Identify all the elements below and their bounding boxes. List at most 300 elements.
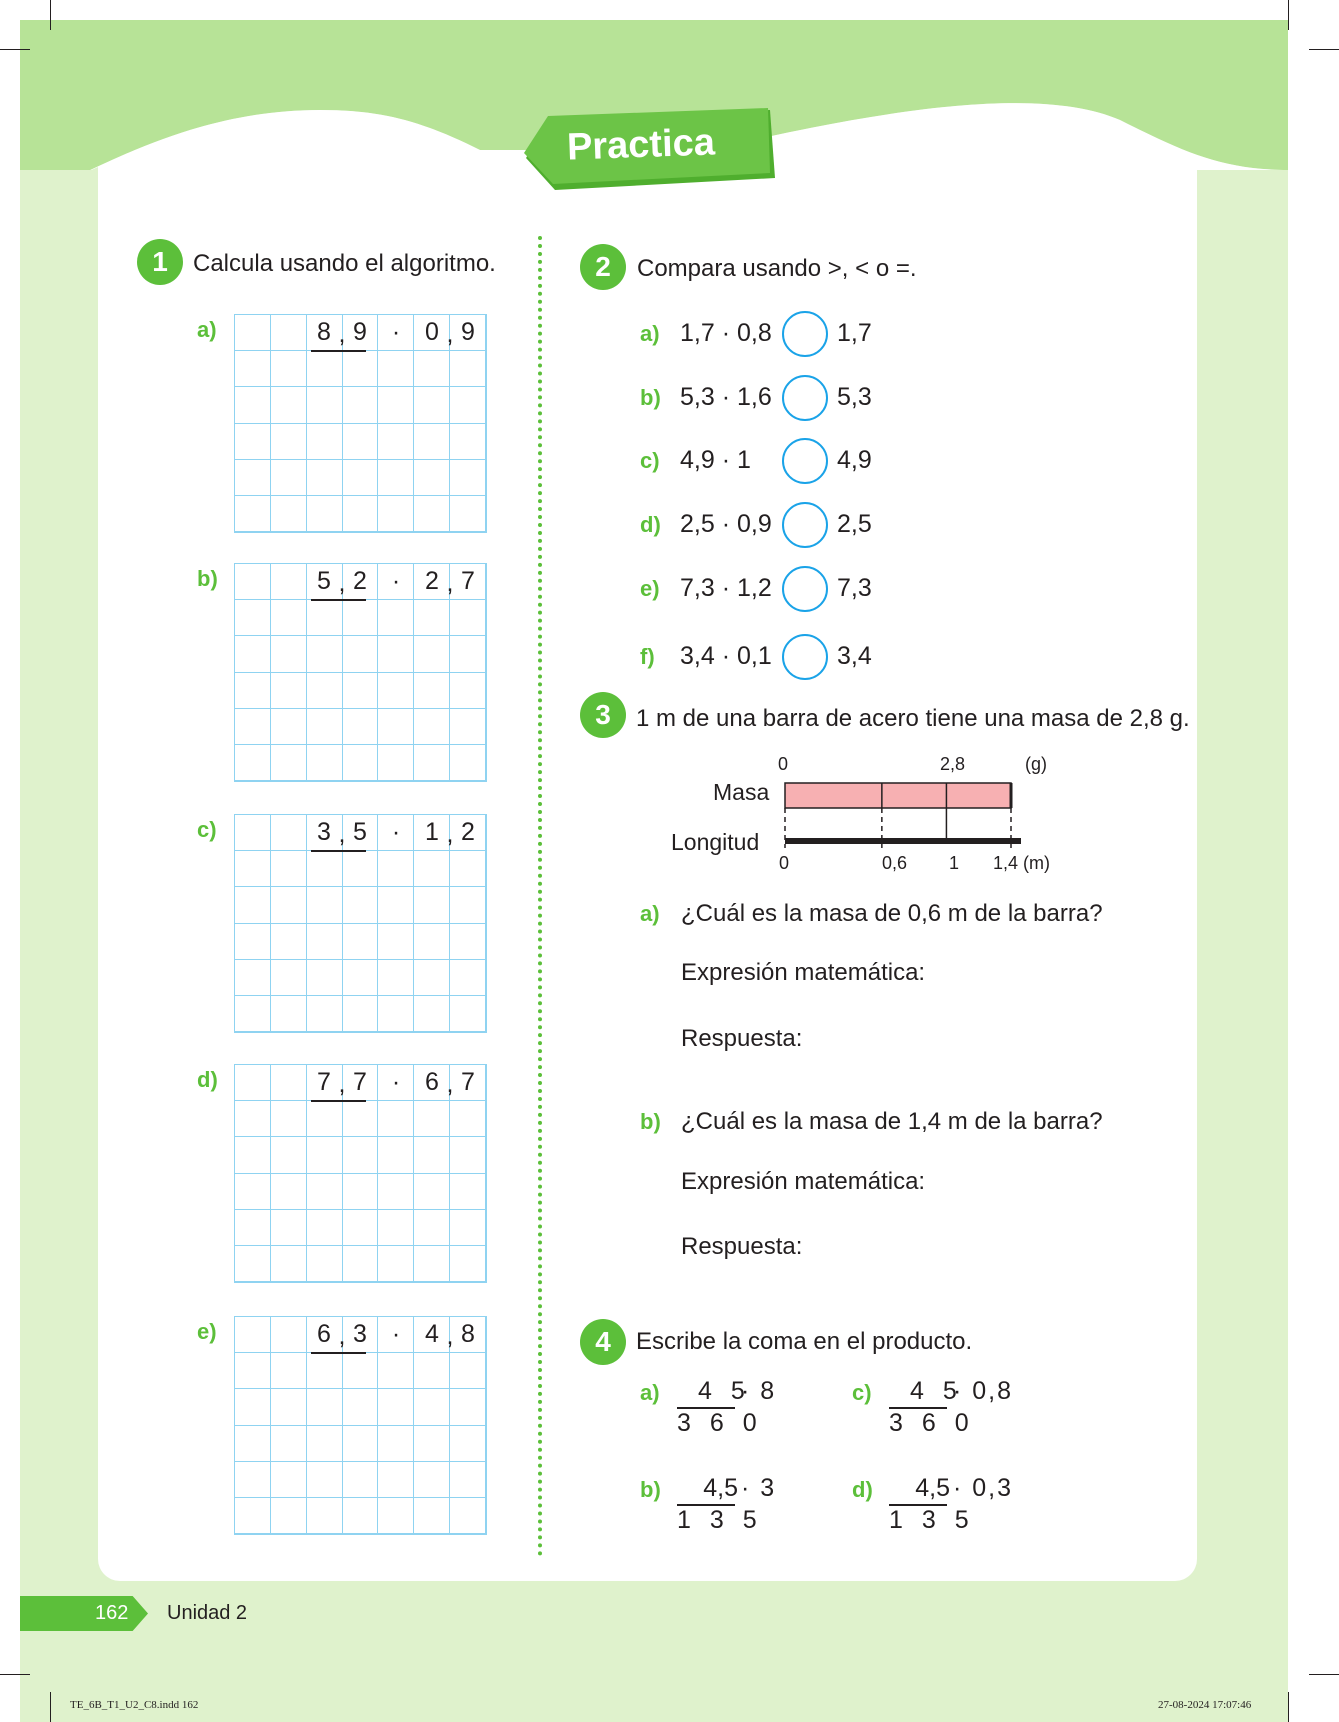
grid-cell[interactable] <box>307 887 343 923</box>
item-label: e) <box>640 576 660 601</box>
answer-label: Respuesta: <box>681 1233 803 1260</box>
grid-cell[interactable] <box>450 1353 486 1389</box>
grid-cell[interactable] <box>235 460 271 496</box>
grid-cell[interactable] <box>378 673 414 709</box>
crop-mark <box>50 1692 51 1722</box>
grid-cell[interactable] <box>307 960 343 996</box>
grid-cell[interactable] <box>414 1137 450 1173</box>
grid-cell[interactable] <box>343 636 379 672</box>
grid-cell[interactable] <box>414 1210 450 1246</box>
grid-cell[interactable] <box>307 387 343 423</box>
grid-cell[interactable] <box>378 1246 414 1282</box>
grid-cell[interactable] <box>450 600 486 636</box>
grid-cell[interactable] <box>378 851 414 887</box>
comparison-answer-circle[interactable] <box>782 311 828 357</box>
grid-cell[interactable] <box>378 709 414 745</box>
grid-cell[interactable] <box>307 1498 343 1534</box>
grid-cell[interactable] <box>271 1389 307 1425</box>
factor-digit: 0 <box>425 318 439 346</box>
grid-cell[interactable] <box>414 1426 450 1462</box>
grid-cell[interactable] <box>378 1210 414 1246</box>
diagram-length-0: 0 <box>779 853 790 873</box>
grid-cell[interactable] <box>378 424 414 460</box>
grid-label: b) <box>197 566 218 591</box>
grid-cell[interactable] <box>271 960 307 996</box>
crop-mark <box>50 0 51 30</box>
grid-cell[interactable] <box>271 996 307 1032</box>
comparison-answer-circle[interactable] <box>782 502 828 548</box>
grid-cell[interactable] <box>235 673 271 709</box>
grid-cell[interactable] <box>271 496 307 532</box>
grid-cell[interactable] <box>414 851 450 887</box>
grid-cell[interactable] <box>343 600 379 636</box>
grid-cell[interactable] <box>271 1426 307 1462</box>
grid-cell[interactable] <box>271 1498 307 1534</box>
grid-cell[interactable] <box>414 1389 450 1425</box>
exercise-number-badge: 1 <box>137 239 183 285</box>
product: 1 3 5 <box>677 1506 763 1534</box>
grid-cell[interactable] <box>450 387 486 423</box>
grid-cell[interactable] <box>414 460 450 496</box>
comparison-left: 3,4 · 0,1 <box>680 642 772 670</box>
diagram-mass-unit: (g) <box>1025 754 1047 774</box>
grid-cell[interactable] <box>378 1498 414 1534</box>
grid-cell[interactable] <box>235 1317 271 1353</box>
decimal-comma: , <box>446 569 454 597</box>
question-a: ¿Cuál es la masa de 0,6 m de la barra? <box>681 900 1103 927</box>
multiply-dot: · <box>391 567 401 595</box>
grid-cell[interactable] <box>378 1101 414 1137</box>
grid-cell[interactable] <box>271 1462 307 1498</box>
item-label: a) <box>640 321 660 346</box>
grid-cell[interactable] <box>378 1389 414 1425</box>
grid-cell[interactable] <box>307 1174 343 1210</box>
grid-cell[interactable] <box>271 424 307 460</box>
grid-cell[interactable] <box>414 496 450 532</box>
grid-cell[interactable] <box>343 1174 379 1210</box>
grid-cell[interactable] <box>343 460 379 496</box>
factor: 4,5 <box>915 1474 950 1502</box>
underline <box>311 1352 366 1354</box>
grid-cell[interactable] <box>271 1353 307 1389</box>
factor: 4 5 <box>910 1377 963 1405</box>
grid-cell[interactable] <box>343 424 379 460</box>
grid-cell[interactable] <box>307 745 343 781</box>
comparison-answer-circle[interactable] <box>782 566 828 612</box>
grid-cell[interactable] <box>307 1210 343 1246</box>
grid-cell[interactable] <box>378 1137 414 1173</box>
comparison-left: 4,9 · 1 <box>680 446 751 474</box>
grid-cell[interactable] <box>414 1174 450 1210</box>
grid-cell[interactable] <box>378 1174 414 1210</box>
grid-cell[interactable] <box>307 1353 343 1389</box>
item-label: f) <box>640 644 655 669</box>
grid-cell[interactable] <box>271 673 307 709</box>
crop-mark <box>1288 1692 1289 1722</box>
grid-cell[interactable] <box>307 460 343 496</box>
grid-cell[interactable] <box>271 600 307 636</box>
grid-cell[interactable] <box>343 1137 379 1173</box>
grid-cell[interactable] <box>235 709 271 745</box>
grid-cell[interactable] <box>271 1210 307 1246</box>
grid-cell[interactable] <box>235 887 271 923</box>
grid-cell[interactable] <box>307 1246 343 1282</box>
grid-cell[interactable] <box>378 745 414 781</box>
question-label: b) <box>640 1109 661 1134</box>
expression-label: Expresión matemática: <box>681 1168 926 1195</box>
grid-cell[interactable] <box>378 960 414 996</box>
comparison-right: 5,3 <box>837 383 872 411</box>
grid-cell[interactable] <box>414 673 450 709</box>
grid-cell[interactable] <box>235 600 271 636</box>
comparison-right: 4,9 <box>837 446 872 474</box>
factor-digit: 2 <box>425 567 439 595</box>
comparison-answer-circle[interactable] <box>782 375 828 421</box>
grid-cell[interactable] <box>378 600 414 636</box>
diagram-longitud-label: Longitud <box>671 829 760 855</box>
grid-cell[interactable] <box>235 924 271 960</box>
grid-cell[interactable] <box>235 1101 271 1137</box>
grid-cell[interactable] <box>307 1137 343 1173</box>
exercise-number-badge: 4 <box>580 1319 626 1365</box>
answer-label: Respuesta: <box>681 1025 803 1052</box>
product: 1 3 5 <box>889 1506 975 1534</box>
factor-digit: 7 <box>353 1068 367 1096</box>
grid-cell[interactable] <box>271 851 307 887</box>
grid-cell[interactable] <box>271 1317 307 1353</box>
grid-cell[interactable] <box>271 636 307 672</box>
grid-cell[interactable] <box>235 387 271 423</box>
grid-cell[interactable] <box>450 1137 486 1173</box>
factor: 4,5 <box>703 1474 738 1502</box>
grid-cell[interactable] <box>450 960 486 996</box>
exercise-number-badge: 3 <box>580 692 626 738</box>
grid-cell[interactable] <box>235 1426 271 1462</box>
grid-cell[interactable] <box>307 600 343 636</box>
grid-cell[interactable] <box>343 887 379 923</box>
grid-cell[interactable] <box>343 1246 379 1282</box>
grid-cell[interactable] <box>450 496 486 532</box>
grid-cell[interactable] <box>271 1101 307 1137</box>
grid-cell[interactable] <box>378 1353 414 1389</box>
multiplier: · 0,8 <box>953 1377 1014 1405</box>
grid-cell[interactable] <box>378 887 414 923</box>
grid-cell[interactable] <box>378 996 414 1032</box>
grid-cell[interactable] <box>414 709 450 745</box>
item-label: b) <box>640 385 661 410</box>
grid-cell[interactable] <box>450 996 486 1032</box>
grid-cell[interactable] <box>414 996 450 1032</box>
grid-cell[interactable] <box>271 709 307 745</box>
grid-cell[interactable] <box>235 1210 271 1246</box>
comparison-answer-circle[interactable] <box>782 438 828 484</box>
factor-digit: 7 <box>461 1068 475 1096</box>
factor-digit: 2 <box>353 567 367 595</box>
grid-cell[interactable] <box>414 745 450 781</box>
grid-cell[interactable] <box>271 1065 307 1101</box>
comparison-right: 7,3 <box>837 574 872 602</box>
comparison-left: 2,5 · 0,9 <box>680 510 772 538</box>
exercise-number-badge: 2 <box>580 244 626 290</box>
grid-cell[interactable] <box>414 1353 450 1389</box>
decimal-comma: , <box>446 320 454 348</box>
grid-cell[interactable] <box>307 424 343 460</box>
section-title: Practica <box>566 121 716 169</box>
grid-cell[interactable] <box>307 1101 343 1137</box>
grid-cell[interactable] <box>343 960 379 996</box>
comparison-right: 2,5 <box>837 510 872 538</box>
comparison-left: 7,3 · 1,2 <box>680 574 772 602</box>
grid-cell[interactable] <box>450 1174 486 1210</box>
grid-cell[interactable] <box>271 1246 307 1282</box>
grid-cell[interactable] <box>450 1210 486 1246</box>
grid-cell[interactable] <box>307 1426 343 1462</box>
comparison-right: 3,4 <box>837 642 872 670</box>
grid-cell[interactable] <box>343 387 379 423</box>
grid-cell[interactable] <box>414 1101 450 1137</box>
grid-cell[interactable] <box>343 496 379 532</box>
grid-cell[interactable] <box>343 1462 379 1498</box>
factor-digit: 6 <box>425 1068 439 1096</box>
unit-label: Unidad 2 <box>167 1602 248 1624</box>
diagram-length-06: 0,6 <box>882 853 908 873</box>
grid-cell[interactable] <box>450 709 486 745</box>
grid-cell[interactable] <box>378 1426 414 1462</box>
item-label: c) <box>852 1380 872 1405</box>
grid-cell[interactable] <box>450 1462 486 1498</box>
grid-cell[interactable] <box>414 424 450 460</box>
factor-digit: 5 <box>317 567 331 595</box>
decimal-comma: , <box>338 1322 346 1350</box>
grid-cell[interactable] <box>450 924 486 960</box>
grid-cell[interactable] <box>271 315 307 351</box>
grid-cell[interactable] <box>235 815 271 851</box>
grid-cell[interactable] <box>414 1246 450 1282</box>
grid-cell[interactable] <box>343 1353 379 1389</box>
question-label: a) <box>640 901 660 926</box>
multiplier: · 8 <box>741 1377 777 1405</box>
grid-cell[interactable] <box>450 851 486 887</box>
grid-cell[interactable] <box>343 673 379 709</box>
grid-cell[interactable] <box>414 600 450 636</box>
grid-cell[interactable] <box>450 745 486 781</box>
item-label: a) <box>640 1380 660 1405</box>
factor-digit: 8 <box>461 1320 475 1348</box>
grid-cell[interactable] <box>450 351 486 387</box>
grid-cell[interactable] <box>343 1101 379 1137</box>
exercise-1-instruction: Calcula usando el algoritmo. <box>193 250 496 277</box>
print-slug-date: 27-08-2024 17:07:46 <box>1158 1699 1252 1711</box>
comparison-right: 1,7 <box>837 319 872 347</box>
grid-cell[interactable] <box>378 1462 414 1498</box>
grid-cell[interactable] <box>450 1498 486 1534</box>
grid-cell[interactable] <box>271 1174 307 1210</box>
grid-cell[interactable] <box>235 636 271 672</box>
grid-cell[interactable] <box>235 851 271 887</box>
grid-cell[interactable] <box>235 1353 271 1389</box>
grid-cell[interactable] <box>235 1462 271 1498</box>
grid-cell[interactable] <box>450 1101 486 1137</box>
exercise-2-instruction: Compara usando >, < o =. <box>637 255 917 282</box>
underline <box>311 850 366 852</box>
grid-cell[interactable] <box>378 924 414 960</box>
grid-cell[interactable] <box>450 1426 486 1462</box>
grid-cell[interactable] <box>307 351 343 387</box>
column-divider <box>538 236 542 1557</box>
grid-cell[interactable] <box>271 924 307 960</box>
product: 3 6 0 <box>889 1409 975 1437</box>
grid-cell[interactable] <box>271 745 307 781</box>
multiply-dot: · <box>391 1068 401 1096</box>
grid-cell[interactable] <box>235 745 271 781</box>
grid-cell[interactable] <box>307 496 343 532</box>
grid-cell[interactable] <box>414 636 450 672</box>
grid-cell[interactable] <box>307 709 343 745</box>
grid-cell[interactable] <box>271 815 307 851</box>
grid-cell[interactable] <box>235 1498 271 1534</box>
factor: 4 5 <box>698 1377 751 1405</box>
crop-mark <box>1309 1674 1339 1675</box>
grid-cell[interactable] <box>378 636 414 672</box>
factor-digit: 1 <box>425 818 439 846</box>
grid-cell[interactable] <box>450 1246 486 1282</box>
grid-cell[interactable] <box>271 887 307 923</box>
diagram-length-1: 1 <box>949 853 960 873</box>
item-label: d) <box>640 512 661 537</box>
grid-cell[interactable] <box>450 673 486 709</box>
multiply-dot: · <box>391 1320 401 1348</box>
grid-cell[interactable] <box>235 351 271 387</box>
grid-cell[interactable] <box>343 1426 379 1462</box>
grid-cell[interactable] <box>235 564 271 600</box>
factor-digit: 5 <box>353 818 367 846</box>
grid-cell[interactable] <box>343 709 379 745</box>
question-b: ¿Cuál es la masa de 1,4 m de la barra? <box>681 1108 1103 1135</box>
crop-mark <box>1288 0 1289 30</box>
page-number: 162 <box>95 1602 129 1624</box>
grid-cell[interactable] <box>378 351 414 387</box>
multiplier: · 0,3 <box>953 1474 1014 1502</box>
grid-cell[interactable] <box>271 351 307 387</box>
factor-digit: 7 <box>317 1068 331 1096</box>
grid-cell[interactable] <box>271 564 307 600</box>
grid-cell[interactable] <box>343 851 379 887</box>
grid-cell[interactable] <box>235 1137 271 1173</box>
grid-cell[interactable] <box>307 851 343 887</box>
crop-mark <box>0 1674 30 1675</box>
multiplier: · 3 <box>741 1474 777 1502</box>
grid-cell[interactable] <box>450 887 486 923</box>
grid-cell[interactable] <box>378 387 414 423</box>
grid-cell[interactable] <box>343 351 379 387</box>
print-slug-file: TE_6B_T1_U2_C8.indd 162 <box>70 1699 199 1711</box>
grid-cell[interactable] <box>271 460 307 496</box>
grid-cell[interactable] <box>235 315 271 351</box>
grid-cell[interactable] <box>343 924 379 960</box>
decimal-comma: , <box>338 820 346 848</box>
length-bar <box>785 838 1021 844</box>
grid-cell[interactable] <box>414 387 450 423</box>
multiply-dot: · <box>391 318 401 346</box>
factor-digit: 2 <box>461 818 475 846</box>
grid-cell[interactable] <box>414 1462 450 1498</box>
grid-cell[interactable] <box>271 387 307 423</box>
grid-cell[interactable] <box>307 1389 343 1425</box>
page-number-tab <box>20 1596 148 1631</box>
grid-cell[interactable] <box>343 1210 379 1246</box>
grid-cell[interactable] <box>343 1498 379 1534</box>
grid-cell[interactable] <box>414 351 450 387</box>
grid-cell[interactable] <box>450 424 486 460</box>
grid-cell[interactable] <box>343 1389 379 1425</box>
crop-mark <box>1309 49 1339 50</box>
factor-digit: 8 <box>317 318 331 346</box>
underline <box>311 1100 366 1102</box>
grid-cell[interactable] <box>235 1174 271 1210</box>
grid-cell[interactable] <box>307 996 343 1032</box>
factor-digit: 9 <box>461 318 475 346</box>
diagram-mass-value: 2,8 <box>940 754 966 774</box>
grid-cell[interactable] <box>271 1137 307 1173</box>
grid-label: c) <box>197 817 217 842</box>
item-label: b) <box>640 1477 661 1502</box>
grid-cell[interactable] <box>450 1389 486 1425</box>
grid-cell[interactable] <box>343 745 379 781</box>
comparison-answer-circle[interactable] <box>782 634 828 680</box>
grid-cell[interactable] <box>235 496 271 532</box>
expression-label: Expresión matemática: <box>681 959 926 986</box>
grid-cell[interactable] <box>414 1498 450 1534</box>
tape-diagram <box>780 778 1030 848</box>
decimal-comma: , <box>338 569 346 597</box>
grid-cell[interactable] <box>414 960 450 996</box>
grid-label: d) <box>197 1067 218 1092</box>
multiply-dot: · <box>391 818 401 846</box>
grid-cell[interactable] <box>235 424 271 460</box>
grid-cell[interactable] <box>414 887 450 923</box>
grid-cell[interactable] <box>378 496 414 532</box>
grid-cell[interactable] <box>343 996 379 1032</box>
grid-cell[interactable] <box>414 924 450 960</box>
decimal-comma: , <box>446 1070 454 1098</box>
factor-digit: 3 <box>353 1320 367 1348</box>
grid-cell[interactable] <box>307 924 343 960</box>
grid-cell[interactable] <box>378 460 414 496</box>
decimal-comma: , <box>338 320 346 348</box>
grid-cell[interactable] <box>450 460 486 496</box>
diagram-masa-label: Masa <box>713 779 770 805</box>
grid-cell[interactable] <box>235 1065 271 1101</box>
grid-cell[interactable] <box>235 960 271 996</box>
grid-cell[interactable] <box>235 1389 271 1425</box>
grid-cell[interactable] <box>235 996 271 1032</box>
exercise-3-instruction: 1 m de una barra de acero tiene una masa de 2,8 g. <box>636 705 1190 732</box>
item-label: d) <box>852 1477 873 1502</box>
grid-cell[interactable] <box>307 1462 343 1498</box>
decimal-comma: , <box>338 1070 346 1098</box>
factor-digit: 7 <box>461 567 475 595</box>
mass-bar <box>785 783 1011 808</box>
grid-label: a) <box>197 317 217 342</box>
factor-digit: 4 <box>425 1320 439 1348</box>
grid-cell[interactable] <box>307 673 343 709</box>
comparison-left: 5,3 · 1,6 <box>680 383 772 411</box>
grid-cell[interactable] <box>235 1246 271 1282</box>
grid-cell[interactable] <box>307 636 343 672</box>
factor-digit: 6 <box>317 1320 331 1348</box>
grid-cell[interactable] <box>450 636 486 672</box>
decimal-comma: , <box>446 820 454 848</box>
